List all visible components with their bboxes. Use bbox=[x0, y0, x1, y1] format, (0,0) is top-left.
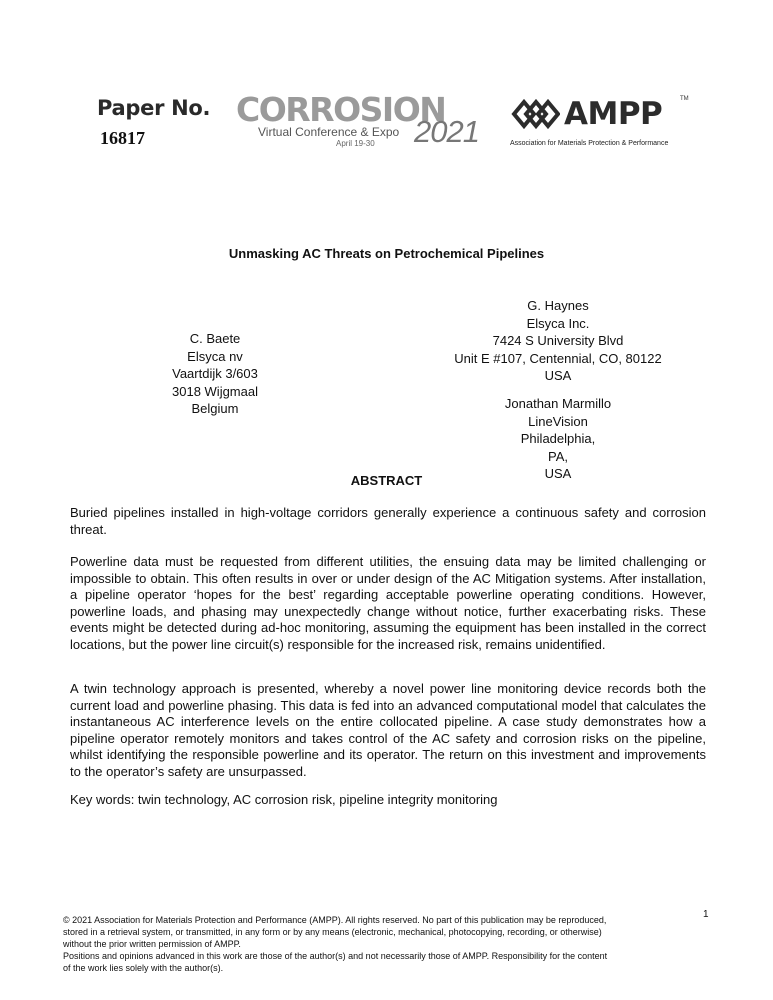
paper-title: Unmasking AC Threats on Petrochemical Pipelines bbox=[228, 246, 545, 261]
author-line: Vaartdijk 3/603 bbox=[172, 366, 258, 381]
corrosion-logo-subtitle: Virtual Conference & Expo bbox=[258, 125, 400, 139]
author-line: Philadelphia, bbox=[520, 431, 596, 446]
corrosion-logo-wordmark: CORROSION bbox=[236, 90, 446, 129]
author-line: Elsyca Inc. bbox=[526, 315, 590, 331]
footer-line: of the work lies solely with the author(s). bbox=[63, 963, 224, 973]
author-line: Unit E #107, Centennial, CO, 80122 bbox=[454, 350, 662, 366]
footer-line: © 2021 Association for Materials Protection and Performance (AMPP). All rights reserved. No part of this publication may be reproduced, bbox=[63, 915, 607, 925]
corrosion-logo-dates: April 19-30 bbox=[336, 139, 375, 148]
corrosion-2021-logo bbox=[236, 90, 494, 152]
abstract-paragraph: Buried pipelines installed in high-voltage corridors generally experience a continuous safety and corrosion threat. bbox=[70, 505, 706, 537]
page-number: 1 bbox=[703, 909, 709, 920]
ampp-logo-wordmark: AMPP bbox=[564, 96, 663, 132]
ampp-logo-tagline: Association for Materials Protection & Performance bbox=[510, 140, 669, 147]
author-affiliation-marmillo bbox=[453, 395, 663, 483]
abstract-paragraph: A twin technology approach is presented, whereby a novel power line monitoring device records both the current load and powerline phasing. This data is fed into an advanced computational model that calculates the instantaneous AC interference levels on the entire collocated pipeline. A case study demonstrates how a pipeline operator remotely monitors and takes control of the AC safety and corrosion risks on the pipeline, whilst identifying the responsible powerline and its operator. The return on this investment and improvements to the operator’s safety are unsurpassed. bbox=[70, 681, 706, 779]
abstract-heading: ABSTRACT bbox=[350, 473, 423, 488]
footer-line: stored in a retrieval system, or transmitted, in any form or by any means (electronic, mechanical, photocopying, recording, or otherwise) bbox=[63, 927, 602, 937]
ampp-logo-trademark: TM bbox=[680, 96, 689, 102]
author-line: 3018 Wijgmaal bbox=[172, 383, 258, 399]
author-line: 7424 S University Blvd bbox=[492, 333, 624, 348]
footer-line: Positions and opinions advanced in this work are those of the author(s) and not necessarily those of AMPP. Responsibility for the content bbox=[63, 951, 608, 961]
ampp-diamond-mark-icon bbox=[510, 94, 560, 134]
footer-line: without the prior written permission of AMPP. bbox=[63, 939, 241, 949]
abstract-paragraph: Powerline data must be requested from different utilities, the ensuing data may be limited challenging or impossible to obtain. This often results in over or under design of the AC Mitigation systems. After installation, a pipeline operator ‘hopes for the best’ regarding acceptable powerline operating conditions. However, powerline loads, and phasing may unexpectedly change without notice, further exacerbating risks. These events might be detected during ad-hoc monitoring, assuming the equipment has been installed in the correct locations, but the power line circuit(s) responsible for the increased risk, remains unidentified. bbox=[70, 554, 706, 652]
copyright-footer bbox=[63, 914, 703, 974]
paper-number: 16817 bbox=[100, 128, 145, 148]
author-line: Elsyca nv bbox=[187, 348, 243, 364]
ampp-logo bbox=[510, 92, 702, 152]
author-affiliation-baete bbox=[120, 330, 310, 418]
author-line: G. Haynes bbox=[527, 298, 589, 313]
author-line: USA bbox=[544, 466, 572, 481]
keywords: Key words: twin technology, AC corrosion risk, pipeline integrity monitoring bbox=[70, 792, 498, 807]
corrosion-logo-year: 2021 bbox=[414, 114, 479, 149]
author-line: Jonathan Marmillo bbox=[504, 396, 612, 411]
author-line: PA, bbox=[548, 448, 568, 464]
author-affiliation-haynes bbox=[423, 297, 693, 385]
author-line: LineVision bbox=[528, 413, 588, 429]
author-line: USA bbox=[544, 368, 572, 383]
author-line: C. Baete bbox=[189, 331, 241, 346]
paper-number-label: Paper No. bbox=[97, 96, 211, 120]
author-line: Belgium bbox=[191, 401, 239, 416]
